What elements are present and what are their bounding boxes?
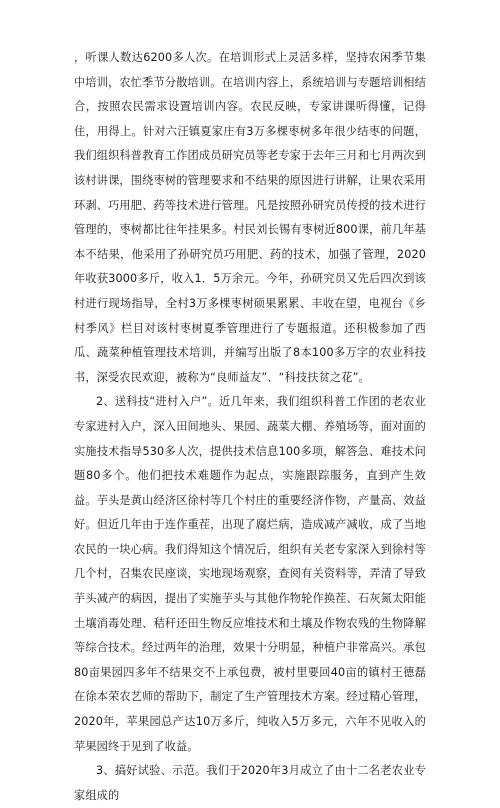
- paragraph-3: 3、搞好试验、示范。我们于2020年3月成立了由十二名老农业专家组成的: [74, 764, 426, 802]
- paragraph-2: 2、送科技“进村入户”。近几年来，我们组织科普工作团的老农业专家进村入户，深入田间地头、果园、蔬菜大棚、养殖场等，面对面的实施技术指导530多人次，提供技术信息100多项，解答急、难技术问题80多个。他们把技术难题作为起点，实施跟踪服务，直到产生效益。芋头是黄山经济区徐村等几个村庄的重要经济作物，产量高、效益好。但近几年由于连作重茬，出现了腐烂病，造成减产减收，成了当地农民的一块心病。我们得知这个情况后，组织有关老专家深入到徐村等几个村，召集农民座谈，实地现场观察，查阅有关资料等，弄清了导致芋头减产的病因，提出了实施芋头与其他作物轮作换茬、石灰氮太阳能土壤消毒处理、秸秆还田生物反应堆技术和土壤及作物农残的生物降解等综合技术。经过两年的治理，效果十分明显，种植户非常高兴。承包80亩果园四多年不结果交不上承包费，被村里要回40亩的镇村王德磊在徐本荣农艺师的帮助下，制定了生产管理技术方案。经过精心管理，2020年，苹果园总产达10万多斤，纯收入5万多元，六年不见收入的苹果园终于见到了收益。: [74, 395, 426, 753]
- document-body: [74, 46, 426, 808]
- paragraph-1: ，听课人数达6200多人次。在培训形式上灵活多样，坚持农闲季节集中培训，农忙季节分散培训。在培训内容上，系统培训与专题培训相结合，按照农民需求设置培训内容。农民反映，专家讲课听得懂，记得住，用得上。针对六汪镇夏家庄有3万多棵枣树多年很少结枣的问题，我们组织科普教育工作团成员研究员等老专家于去年三月和七月两次到该村讲课，围绕枣树的管理要求和不结果的原因进行讲解，让果农采用环剥、巧用肥、药等技术进行管理。凡是按照孙研究员传授的技术进行管理的，枣树都比往年挂果多。村民刘长锡有枣树近800课，前几年基本不结果，他采用了孙研究员巧用肥、药的技术，加强了管理，2020年收获3000多斤，收入1．5万余元。今年，孙研究员又先后四次到该村进行现场指导，全村3万多棵枣树硕果累累、丰收在望，电视台《乡村季风》栏目对该村枣树夏季管理进行了专题报道。还积极参加了西瓜、蔬菜种植管理技术培训，并编写出版了8本100多万字的农业科技书，深受农民欢迎，被称为“良师益友”、“科技扶贫之花”。: [74, 51, 426, 384]
